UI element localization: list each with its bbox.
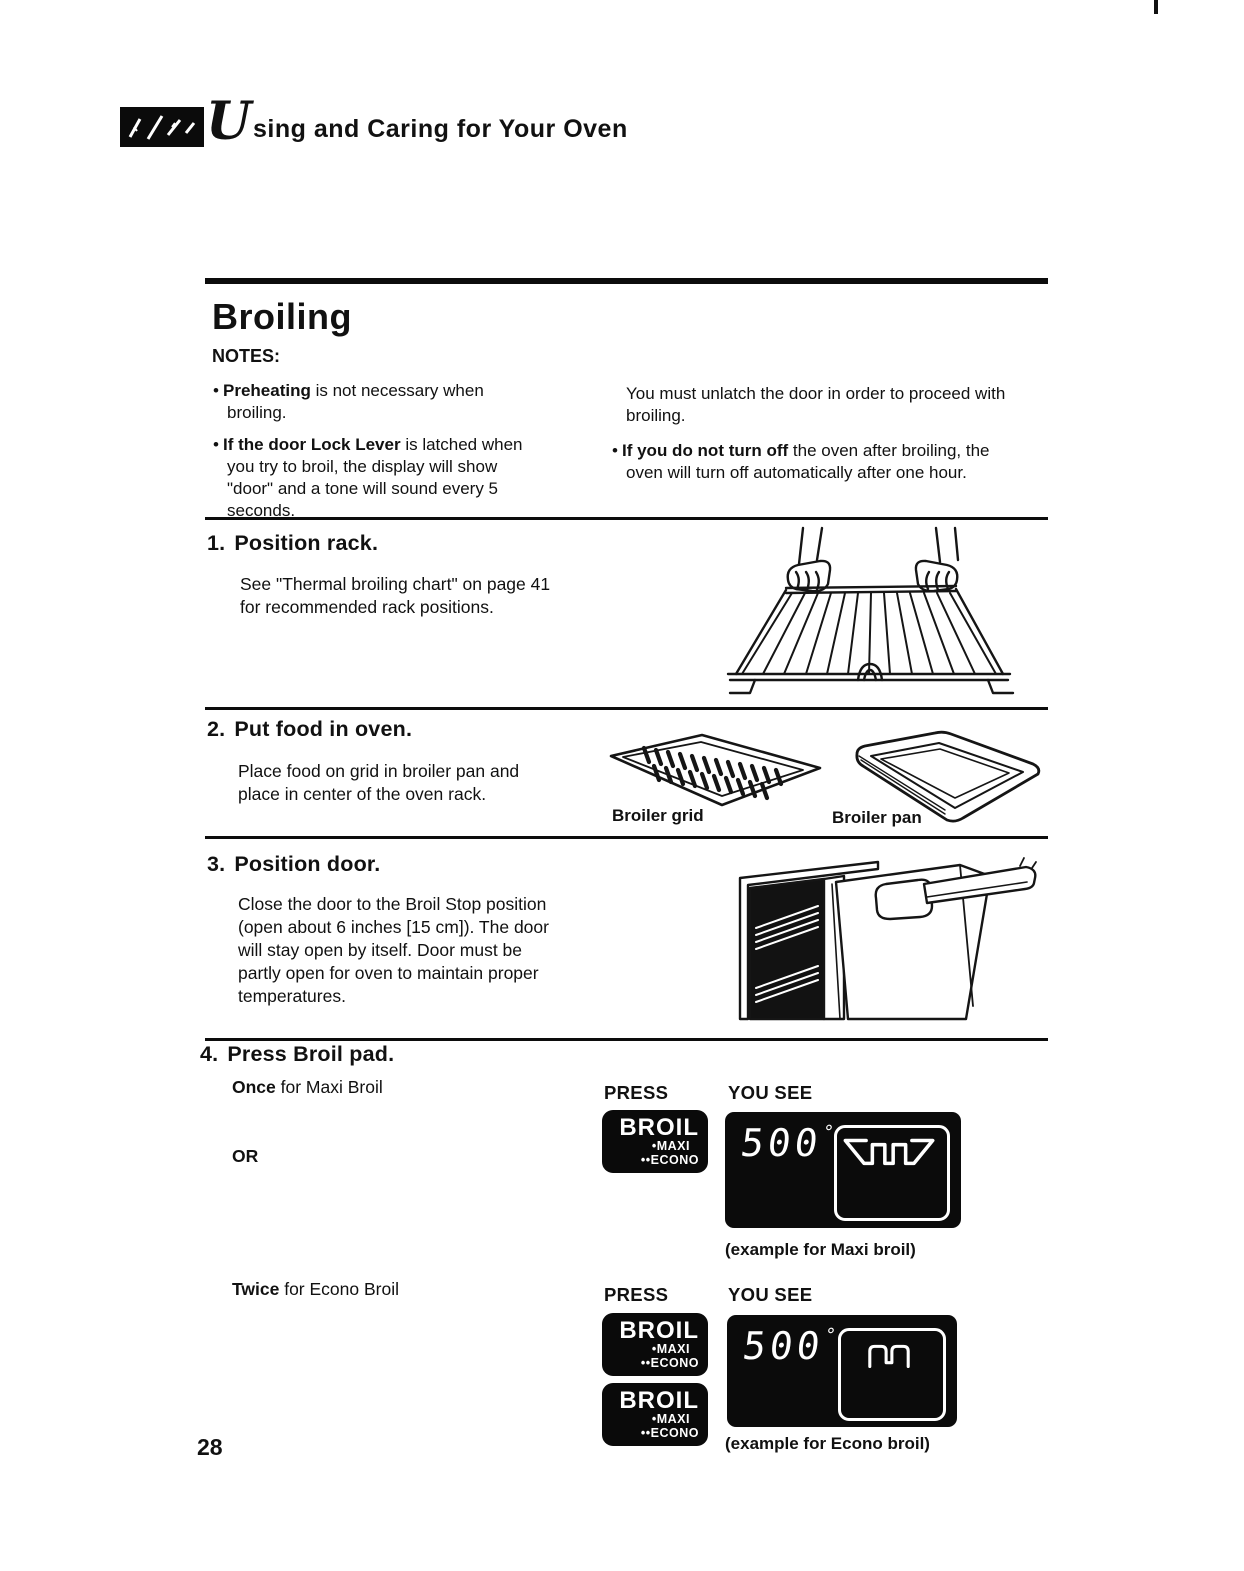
broil-pad-button[interactable]: BROIL •MAXI ••ECONO [602, 1110, 708, 1173]
header-title: sing and Caring for Your Oven [253, 115, 628, 143]
rule-step2 [205, 707, 1048, 710]
notes-column-left [213, 380, 535, 533]
note-unlatch-door: You must unlatch the door in order to proceed with broiling. [626, 384, 1006, 426]
broiler-pan-caption: Broiler pan [832, 808, 922, 827]
econo-example-caption: (example for Econo broil) [725, 1434, 930, 1453]
rack-illustration [700, 528, 1045, 703]
oven-display-maxi [725, 1112, 961, 1228]
broiler-grid-caption: Broiler grid [612, 806, 704, 825]
bullet-icon: • [612, 441, 618, 461]
section-rule-top [205, 278, 1048, 284]
rule-step4 [205, 1038, 1048, 1041]
rule-step3 [205, 836, 1048, 839]
you-see-label-1: YOU SEE [728, 1082, 813, 1103]
maxi-broil-element-icon [837, 1132, 941, 1174]
oven-display-econo [727, 1315, 957, 1427]
note-auto-off: • If you do not turn off the oven after broiling, the oven will turn off automatically after one hour. [612, 441, 990, 483]
press-label-1: PRESS [604, 1082, 669, 1103]
note-preheating: • Preheating is not necessary when broiling. [213, 381, 484, 423]
display-oven-frame [838, 1328, 946, 1421]
notes-column-right [612, 383, 1012, 494]
step4-heading: 4. Press Broil pad. [200, 1042, 395, 1066]
broil-pad-button-first-press[interactable]: BROIL •MAXI ••ECONO [602, 1313, 708, 1376]
note-lock-lever: • If the door Lock Lever is latched when you try to broil, the display will show "door" and a tone will sound every 5 seconds. [213, 435, 523, 521]
display-temperature: 500° [738, 1121, 836, 1165]
notes-label: NOTES: [212, 346, 281, 366]
broiler-grid-illustration [598, 726, 826, 810]
header-logo-mark [120, 107, 204, 147]
bullet-icon: • [213, 381, 219, 400]
maxi-example-caption: (example for Maxi broil) [725, 1240, 916, 1259]
display-oven-frame [834, 1125, 950, 1221]
step3-body: Close the door to the Broil Stop position (open about 6 inches [15 cm]). The door will stay open by itself. Door must be partly open for oven to maintain proper temperatures. [238, 894, 549, 1007]
broil-pad-button-second-press[interactable]: BROIL •MAXI ••ECONO [602, 1383, 708, 1446]
step2-heading: 2. Put food in oven. [207, 717, 413, 741]
step1-body: See "Thermal broiling chart" on page 41 for recommended rack positions. [240, 574, 551, 618]
econo-broil-element-icon [841, 1335, 937, 1375]
oven-door-illustration [728, 856, 1043, 1024]
step2-body: Place food on grid in broiler pan and place in center of the oven rack. [238, 761, 520, 805]
you-see-label-2: YOU SEE [728, 1284, 813, 1305]
once-maxi-line: Once for Maxi Broil [232, 1077, 383, 1097]
display-temperature: 500° [740, 1324, 838, 1368]
step3-heading: 3. Position door. [207, 852, 381, 876]
press-label-2: PRESS [604, 1284, 669, 1305]
twice-econo-line: Twice for Econo Broil [232, 1279, 399, 1299]
section-title: Broiling [212, 296, 352, 337]
page-header [120, 107, 204, 152]
page-number: 28 [197, 1434, 223, 1460]
step1-heading: 1. Position rack. [207, 531, 379, 555]
scan-tick-mark [1154, 0, 1158, 14]
header-initial: U [206, 91, 252, 152]
bullet-icon: • [213, 435, 219, 455]
or-label: OR [232, 1146, 259, 1166]
